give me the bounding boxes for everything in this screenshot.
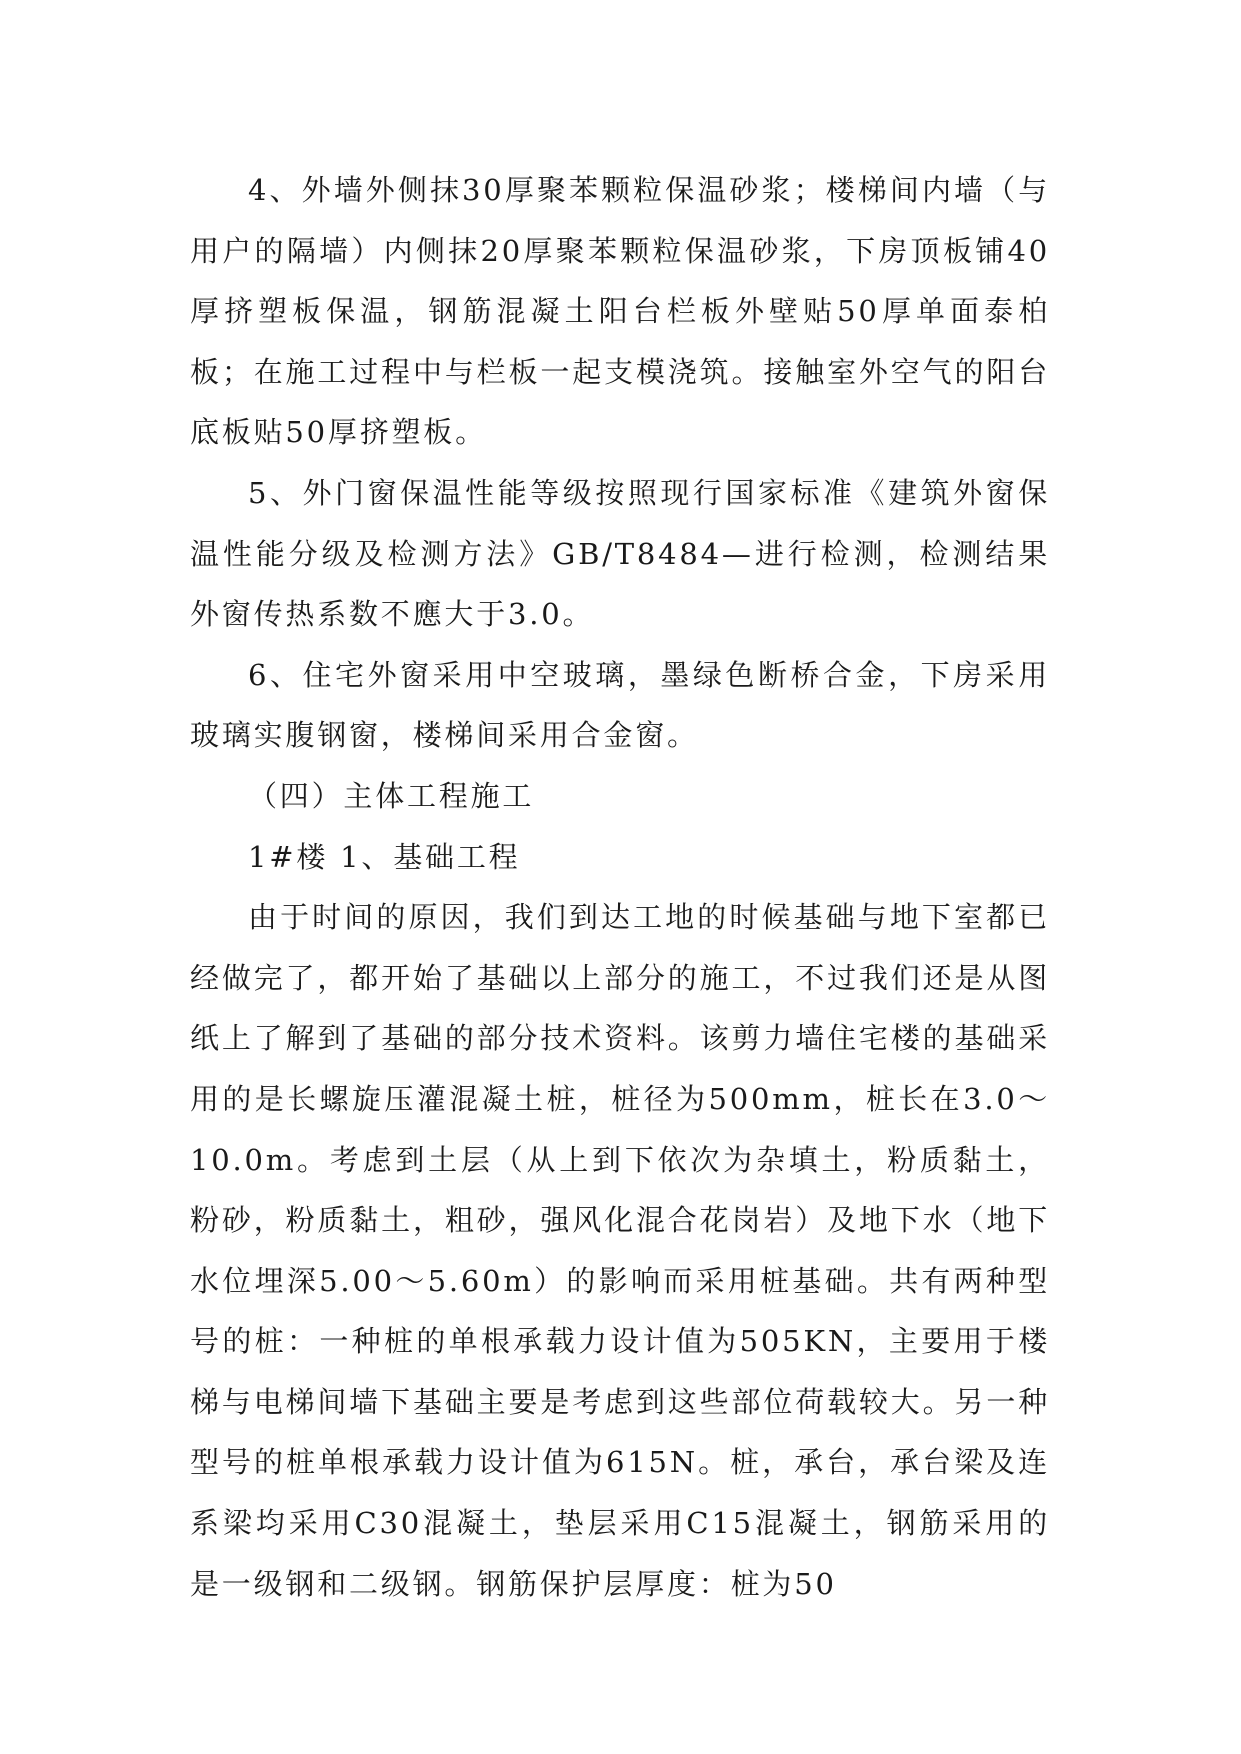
paragraph-item-4-insulation: 4、外墙外侧抹30厚聚苯颗粒保温砂浆；楼梯间内墙（与用户的隔墙）内侧抹20厚聚苯颗粒保温砂浆，下房顶板铺40厚挤塑板保温，钢筋混凝土阳台栏板外壁贴50厚单面泰柏板；在施工过程中与栏板一起支模浇筑。接触室外空气的阳台底板贴50厚挤塑板。 bbox=[190, 173, 1050, 450]
document-page bbox=[190, 160, 1050, 1614]
paragraph-item-5-windows-standard: 5、外门窗保温性能等级按照现行国家标准《建筑外窗保温性能分级及检测方法》GB/T8484—进行检测，检测结果外窗传热系数不應大于3.0。 bbox=[190, 475, 1050, 632]
paragraph-foundation-description: 由于时间的原因，我们到达工地的时候基础与地下室都已经做完了，都开始了基础以上部分的施工，不过我们还是从图纸上了解到了基础的部分技术资料。该剪力墙住宅楼的基础采用的是长螺旋压灌混凝土桩，桩径为500mm，桩长在3.0～10.0m。考虑到土层（从上到下依次为杂填土，粉质黏土，粉砂，粉质黏土，粗砂，强风化混合花岗岩）及地下水（地下水位埋深5.00～5.60m）的影响而采用桩基础。共有两种型号的桩：一种桩的单根承载力设计值为505KN，主要用于楼梯与电梯间墙下基础主要是考虑到这些部位荷载较大。另一种型号的桩单根承载力设计值为615N。桩，承台，承台梁及连系梁均采用C30混凝土，垫层采用C15混凝土，钢筋采用的是一级钢和二级钢。钢筋保护层厚度：桩为50 bbox=[190, 900, 1050, 1601]
paragraph-item-6-window-materials: 6、住宅外窗采用中空玻璃，墨绿色断桥合金，下房采用玻璃实腹钢窗，楼梯间采用合金窗。 bbox=[190, 657, 1050, 753]
section-heading-main-works: （四）主体工程施工 bbox=[248, 778, 535, 813]
subsection-heading-foundation: 1#楼 1、基础工程 bbox=[248, 839, 521, 874]
